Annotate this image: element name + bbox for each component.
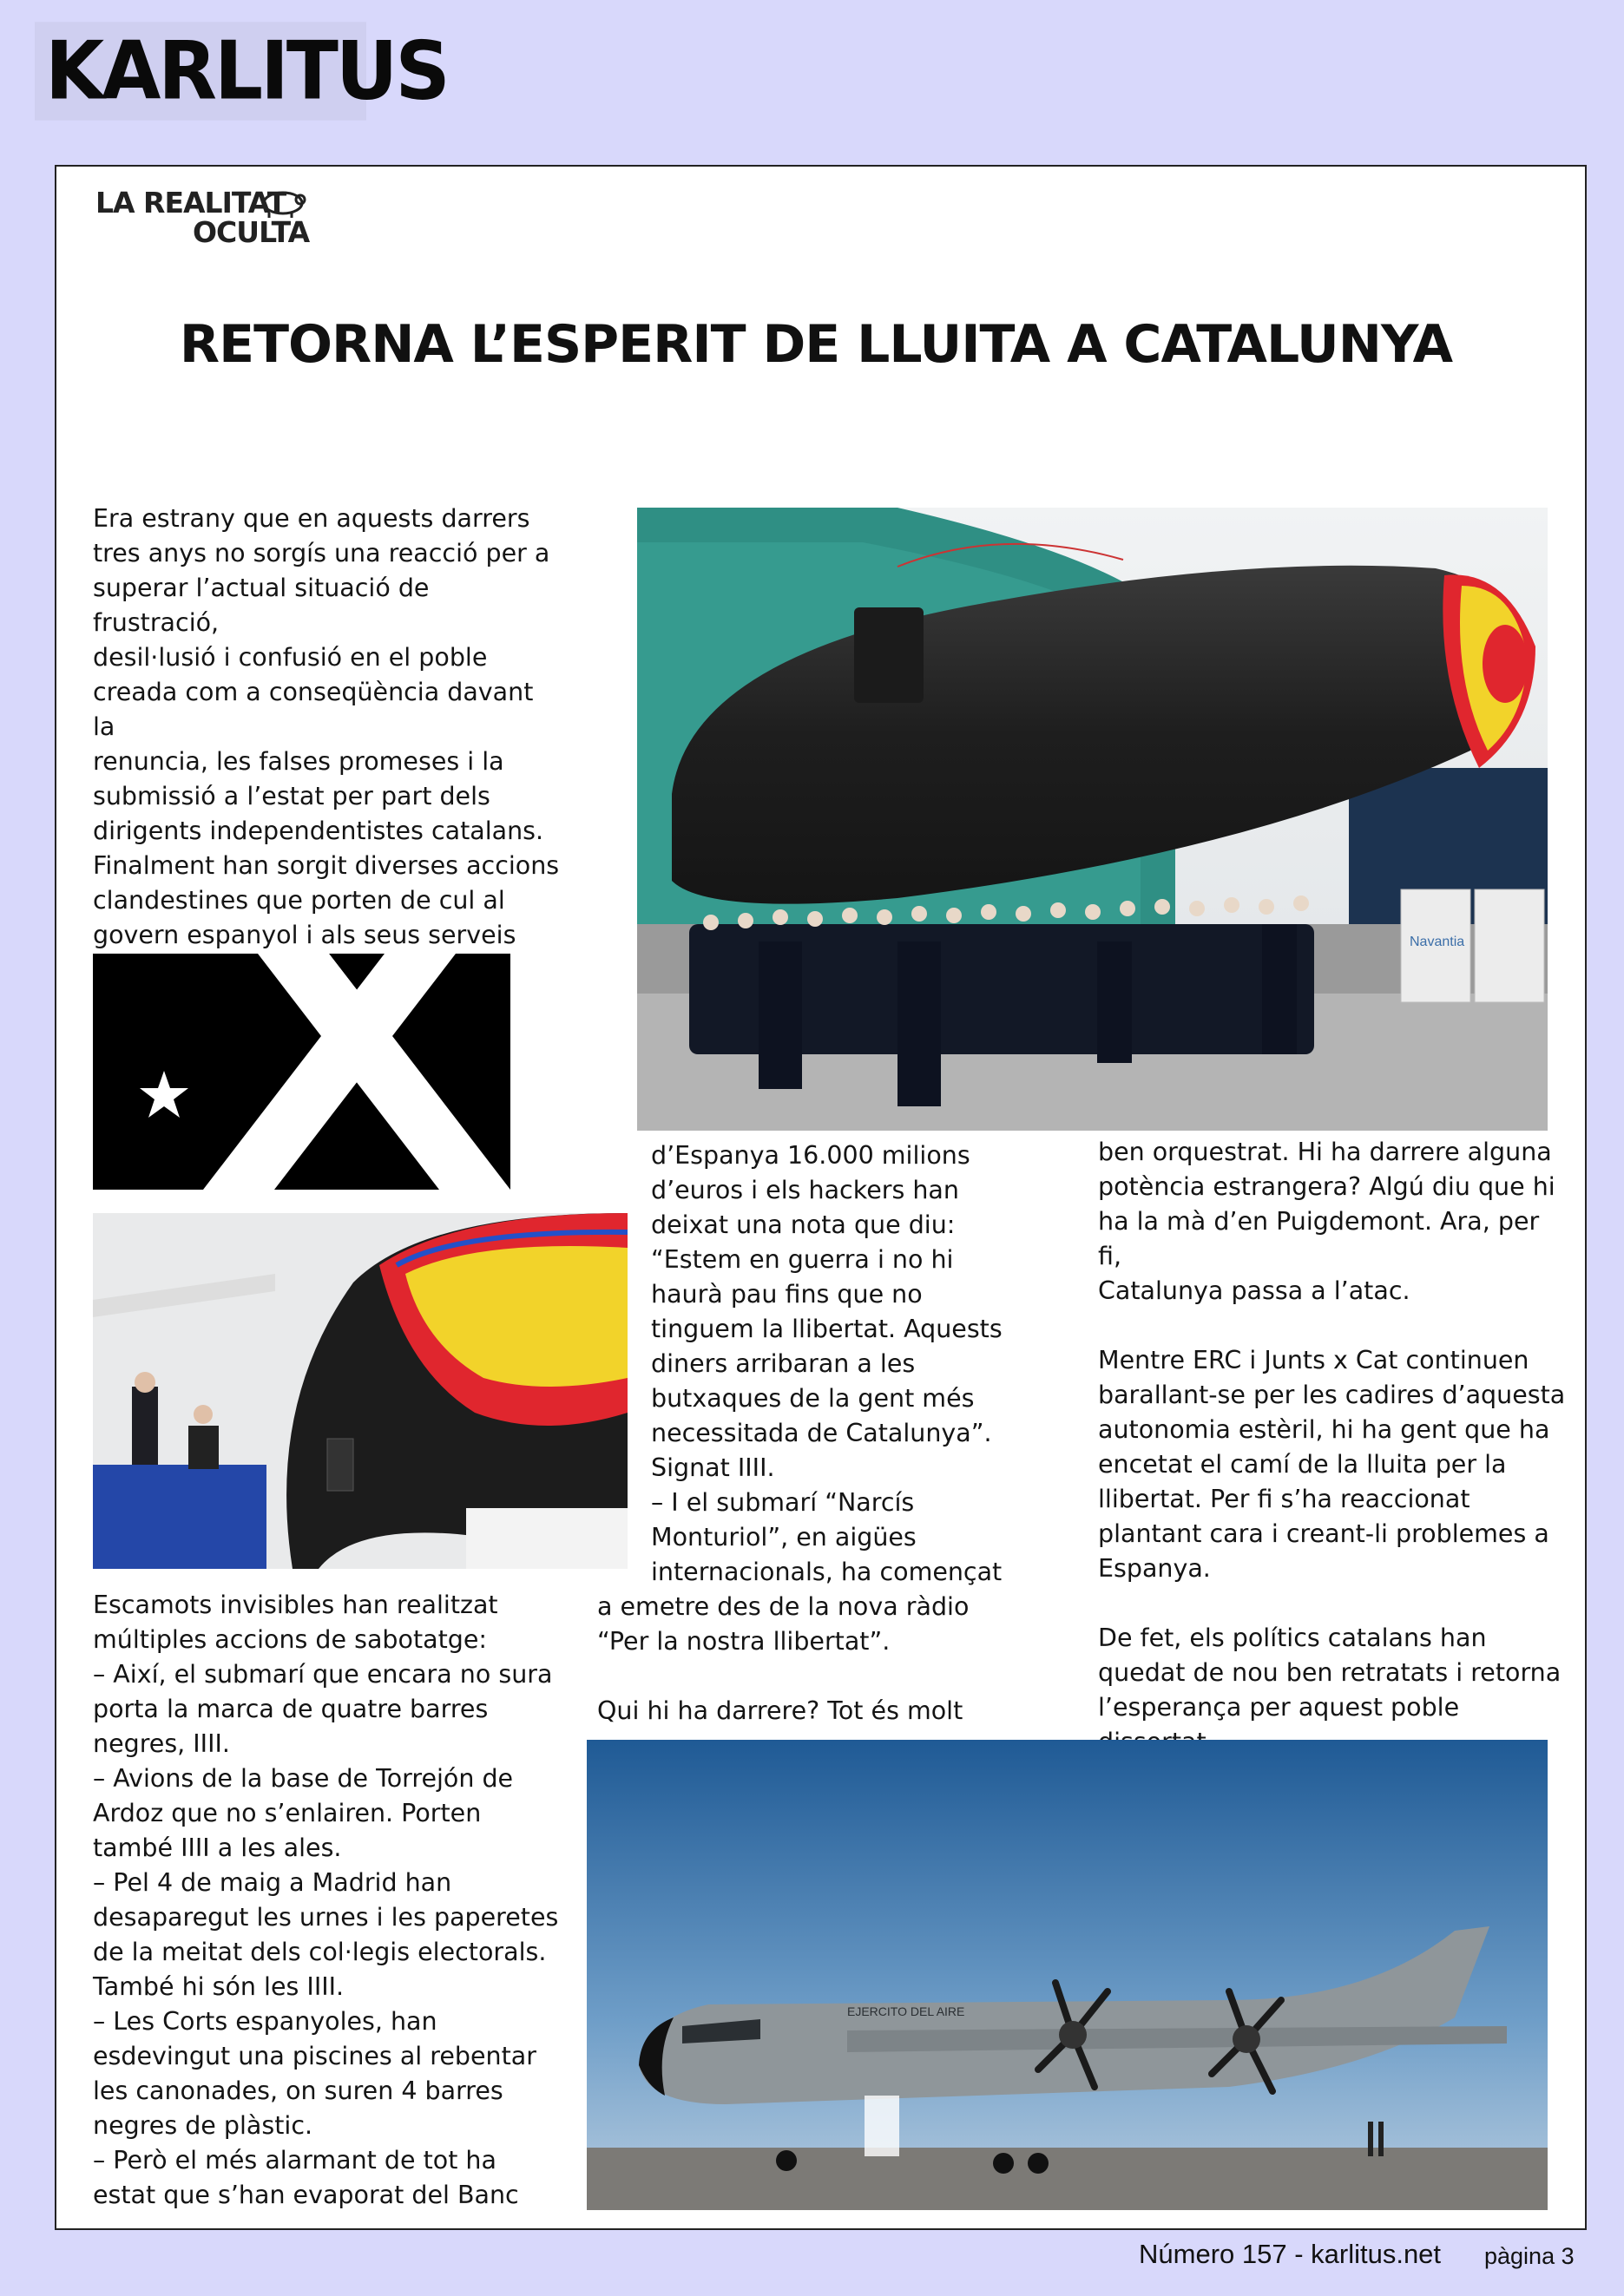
footer-issue: Número 157 - karlitus.net <box>1139 2239 1442 2269</box>
article-column-1: Escamots invisibles han realitzat múltiples accions de sabotatge: – Així, el submarí que encara no sura porta la marca de quatre barres negres, IIII. – Avions de la base de Torrejón de Ardoz que no s’enlairen. Porten també IIII a les ales. – Pel 4 de maig a Madrid han desaparegut les urnes i les paperetes de la meitat dels col·legis electorals. També hi són les IIII. – Les Corts espanyoles, han esdevingut una piscines al rebentar les canonades, on suren 4 barres negres de plàstic. – Però el més alarmant de tot ha estat que s’han evaporat del Banc <box>93 1591 559 2209</box>
navantia-sign: Navantia <box>1410 935 1465 949</box>
section-logo-line1: LA REALITAT <box>95 186 286 220</box>
article-headline: RETORNA L’ESPERIT DE LLUITA A CATALUNYA <box>179 314 1453 375</box>
estelada-flag-image <box>93 954 510 1190</box>
section-logo <box>95 182 312 249</box>
footer-page-number: pàgina 3 <box>1484 2243 1575 2269</box>
pig-icon <box>257 184 309 219</box>
section-logo-line2: OCULTA <box>193 215 310 249</box>
aircraft-marking: EJERCITO DEL AIRE <box>847 2004 965 2018</box>
submarine-bow-photo <box>93 1213 628 1569</box>
masthead-logo: KARLITUS <box>35 22 366 120</box>
article-column-2: a emetre des de la nova ràdio “Per la nostra llibertat”. Qui hi ha darrere? Tot és molt <box>597 1592 970 1725</box>
article-column-3: ben orquestrat. Hi ha darrere alguna potència estrangera? Algú diu que hi ha la mà d’en Puigdemont. Ara, per fi, Catalunya passa a l’atac. Mentre ERC i Junts x Cat continuen barallant-se per les cadires d’aquesta autonomia estèril, hi ha gent que ha encetat el camí de la lluita per la llibertat. Per fi s’ha reaccionat plantant cara i creant-li problemes a Espanya. De fet, els polítics catalans han quedat de nou ben retratats i retorna l’esperança per aquest poble <box>1098 1138 1566 1722</box>
article-intro: Era estrany que en aquests darrers tres anys no sorgís una reacció per a superar l’actual situació de frustració, desil·lusió i confusió en el poble creada com a conseqüència davant la renuncia, les falses promeses i la submissió a l’estat per part dels dirigents independentistes catalans. Finalment han sorgit diverses accions clandestines que porten de cul al govern espanyol i als seus serveis <box>93 504 560 949</box>
article-column-2-indented: d’Espanya 16.000 milions d’euros i els hackers han deixat una nota que diu: “Estem en guerra i no hi haurà pau fins que no tinguem la llibertat. Aquests diners arribaran a les butxaques de la gent més necessitada de Catalunya”. Signat IIII. – I el submarí “Narcís Monturiol”, en aigües internacionals, ha començat <box>651 1141 1003 1586</box>
submarine-photo <box>637 508 1548 1131</box>
military-aircraft-photo <box>587 1740 1548 2210</box>
